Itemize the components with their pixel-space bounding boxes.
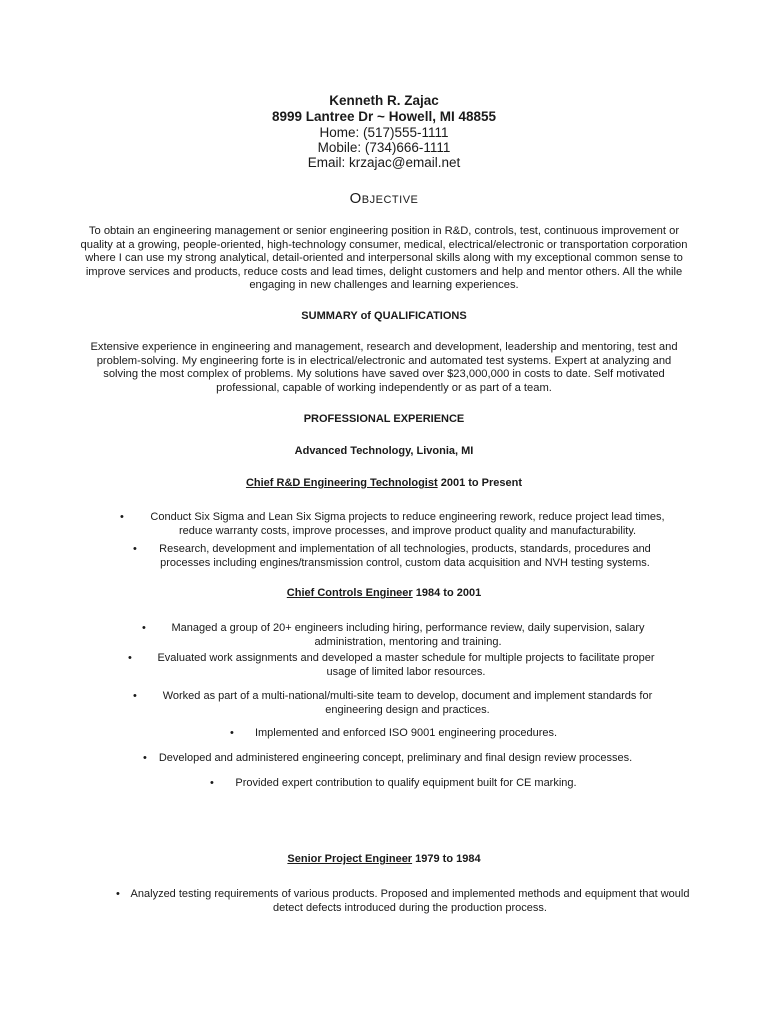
job-dates: 1979 to 1984 (412, 853, 481, 865)
bullet-icon: • (133, 690, 137, 702)
objective-text: To obtain an engineering management or senior engineering position in R&D, controls, test, continuous improvement or quality at a growing, people-oriented, high-technology consumer, medical, electrical/electronic or transportation corporation where I can use my strong analytical, detail-oriented and interpersonal skills along with my exceptional common sense to improve services and products, reduce costs and lead times, delight customers and help and mentor others. All the while engaging in new challenges and learning experiences. (80, 225, 688, 292)
experience-heading: PROFESSIONAL EXPERIENCE (303, 413, 465, 425)
bullet-icon: • (143, 752, 147, 764)
objective-heading (0, 190, 768, 207)
job-title-line (0, 477, 768, 489)
summary-heading: SUMMARY of QUALIFICATIONS (301, 310, 467, 322)
job-dates: 1984 to 2001 (412, 587, 482, 599)
bullet-icon: • (116, 888, 120, 900)
candidate-address: 8999 Lantree Dr ~ Howell, MI 48855 (272, 109, 496, 124)
job-title-line (0, 587, 768, 599)
bullet-icon: • (128, 652, 132, 664)
job-dates: 2001 to Present (437, 477, 523, 489)
list-item: Implemented and enforced ISO 9001 engineering procedures. (254, 727, 558, 739)
list-item: Evaluated work assignments and developed a master schedule for multiple projects to facilitate proper usage of limited labor resources. (157, 652, 655, 678)
list-item: Provided expert contribution to qualify equipment built for CE marking. (235, 777, 577, 789)
list-item: Conduct Six Sigma and Lean Six Sigma projects to reduce engineering rework, reduce project lead times, reduce warranty costs, improve processes, and improve product quality and manufacturability. (150, 511, 665, 537)
candidate-name: Kenneth R. Zajac (329, 93, 439, 108)
list-item: Managed a group of 20+ engineers including hiring, performance review, daily supervision, salary administration, mentoring and training. (171, 622, 645, 648)
list-item: Developed and administered engineering concept, preliminary and final design review processes. (158, 752, 633, 764)
list-item: Analyzed testing requirements of various products. Proposed and implemented methods and equipment that would detect defects introduced during the production process. (130, 888, 690, 914)
bullet-icon: • (133, 543, 137, 555)
mobile-phone: Mobile: (734)666-1111 (317, 140, 451, 155)
bullet-icon: • (142, 622, 146, 634)
bullet-icon: • (230, 727, 234, 739)
job-title-line (0, 853, 768, 865)
home-phone: Home: (517)555-1111 (319, 125, 449, 140)
summary-text: Extensive experience in engineering and management, research and development, leadership and mentoring, test and problem-solving. My engineering forte is in electrical/electronic and automated test systems. Expert at analyzing and solving the most complex of problems. My solutions have saved over $23,000,000 in costs to date. Self motivated professional, capable of working independently or as part of a team. (90, 341, 678, 394)
job-title: Chief Controls Engineer (286, 587, 413, 599)
objective-heading-rest: BJECTIVE (361, 194, 419, 206)
job-title: Senior Project Engineer (287, 853, 413, 865)
list-item: Worked as part of a multi-national/multi-site team to develop, document and implement standards for engineering design and practices. (162, 690, 653, 716)
company-name: Advanced Technology, Livonia, MI (294, 445, 474, 457)
bullet-icon: • (210, 777, 214, 789)
email-address: Email: krzajac@email.net (307, 155, 461, 170)
list-item: Research, development and implementation of all technologies, products, standards, procedures and processes including engines/transmission control, custom data acquisition and NVH testing systems. (159, 543, 651, 569)
bullet-icon: • (120, 511, 124, 523)
objective-heading-initial: O (349, 190, 362, 207)
job-title: Chief R&D Engineering Technologist (245, 477, 438, 489)
